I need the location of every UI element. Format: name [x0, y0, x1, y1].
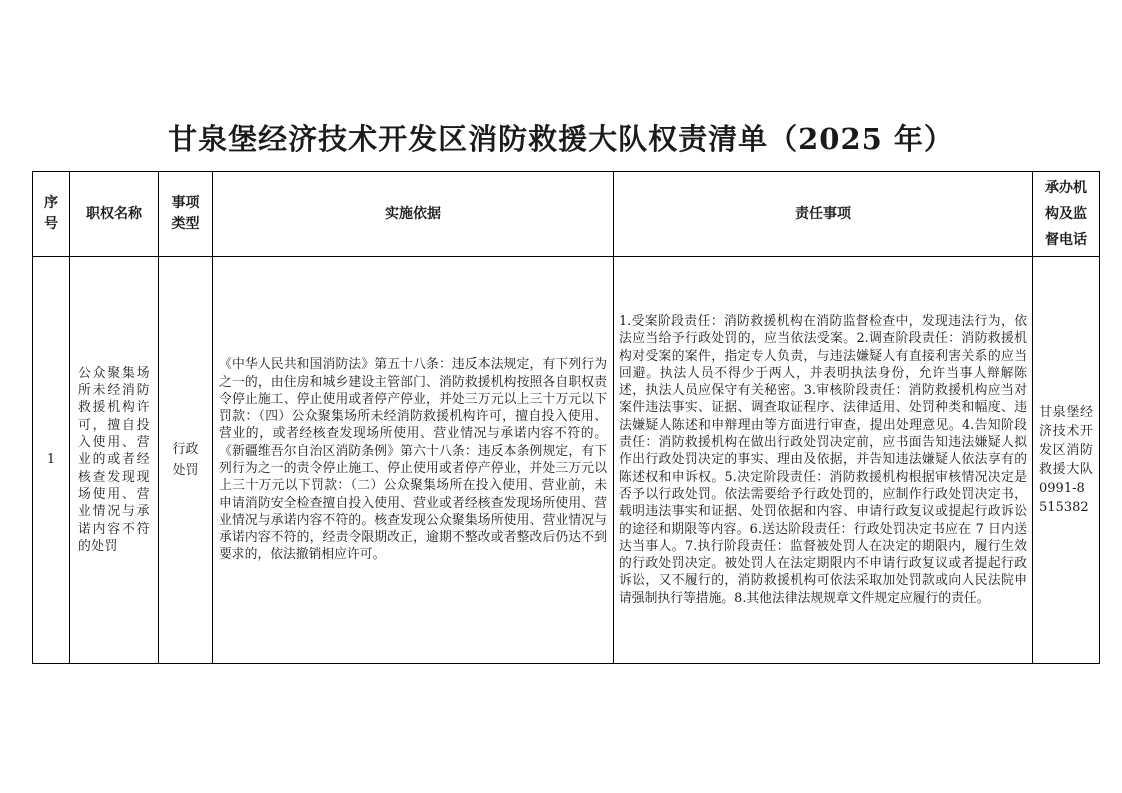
cell-contact: 甘泉堡经济技术开发区消防救援大队 0991-8515382: [1033, 257, 1100, 664]
cell-power-name: 公众聚集场所未经消防救援机构许可，擅自投入使用、营业的或者经核查发现现场使用、营业情况与承诺内容不符的处罚: [70, 257, 159, 664]
header-power-name: 职权名称: [70, 172, 159, 257]
cell-serial-number: 1: [33, 257, 70, 664]
header-legal-basis: 实施依据: [213, 172, 614, 257]
header-serial-number: 序号: [33, 172, 70, 257]
cell-responsibility: 1.受案阶段责任：消防救援机构在消防监督检查中，发现违法行为，依法应当给予行政处罚的，应当依法受案。2.调查阶段责任：消防救援机构对受案的案件，指定专人负责，与违法嫌疑人有直接利害关系的应当回避。执法人员不得少于两人，并表明执法身份，允许当事人辩解陈述，执法人员应保守有关秘密。3.审核阶段责任：消防救援机构应当对案件违法事实、证据、调查取证程序、法律适用、处罚种类和幅度、违法嫌疑人陈述和申辩理由等方面进行审查，提出处理意见。4.告知阶段责任：消防救援机构在做出行政处罚决定前，应书面告知违法嫌疑人拟作出行政处罚决定的事实、理由及依据，并告知违法嫌疑人依法享有的陈述权和申诉权。5.决定阶段责任：消防救援机构根据审核情况决定是否予以行政处罚。依法需要给予行政处罚的，应制作行政处罚决定书，载明违法事实和证据、处罚依据和内容、申请行政复议或提起行政诉讼的途径和期限等内容。6.送达阶段责任：行政处罚决定书应在 7 日内送达当事人。7.执行阶段责任：监督被处罚人在决定的期限内，履行生效的行政处罚决定。被处罚人在法定期限内不申请行政复议或者提起行政诉讼，又不履行的，消防救援机构可依法采取加处罚款或向人民法院申请强制执行等措施。8.其他法律法规规章文件规定应履行的责任。: [614, 257, 1033, 664]
document-title: 甘泉堡经济技术开发区消防救援大队权责清单（2025 年）: [168, 122, 954, 156]
header-responsibility: 责任事项: [614, 172, 1033, 257]
cell-legal-basis: 《中华人民共和国消防法》第五十八条：违反本法规定，有下列行为之一的，由住房和城乡建设主管部门、消防救援机构按照各自职权责令停止施工、停止使用或者停产停业，并处三万元以上三十万元以下罚款：（四）公众聚集场所未经消防救援机构许可，擅自投入使用、营业的，或者经核查发现场所使用、营业情况与承诺内容不符的。《新疆维吾尔自治区消防条例》第六十八条：违反本条例规定，有下列行为之一的责令停止施工、停止使用或者停产停业，并处三万元以上三十万元以下罚款：（二）公众聚集场所在投入使用、营业前，未申请消防安全检查擅自投入使用、营业或者经核查发现场所使用、营业情况与承诺内容不符的。核查发现公众聚集场所使用、营业情况与承诺内容不符的，经责令限期改正，逾期不整改或者整改后仍达不到要求的，依法撤销相应许可。: [213, 257, 614, 664]
header-item-type: 事项类型: [159, 172, 213, 257]
table-header-row: [33, 172, 1100, 257]
cell-item-type: 行政处罚: [159, 257, 213, 664]
table-row: [33, 257, 1100, 664]
responsibility-table: [32, 171, 1100, 664]
header-contact: 承办机构及监督电话: [1033, 172, 1100, 257]
